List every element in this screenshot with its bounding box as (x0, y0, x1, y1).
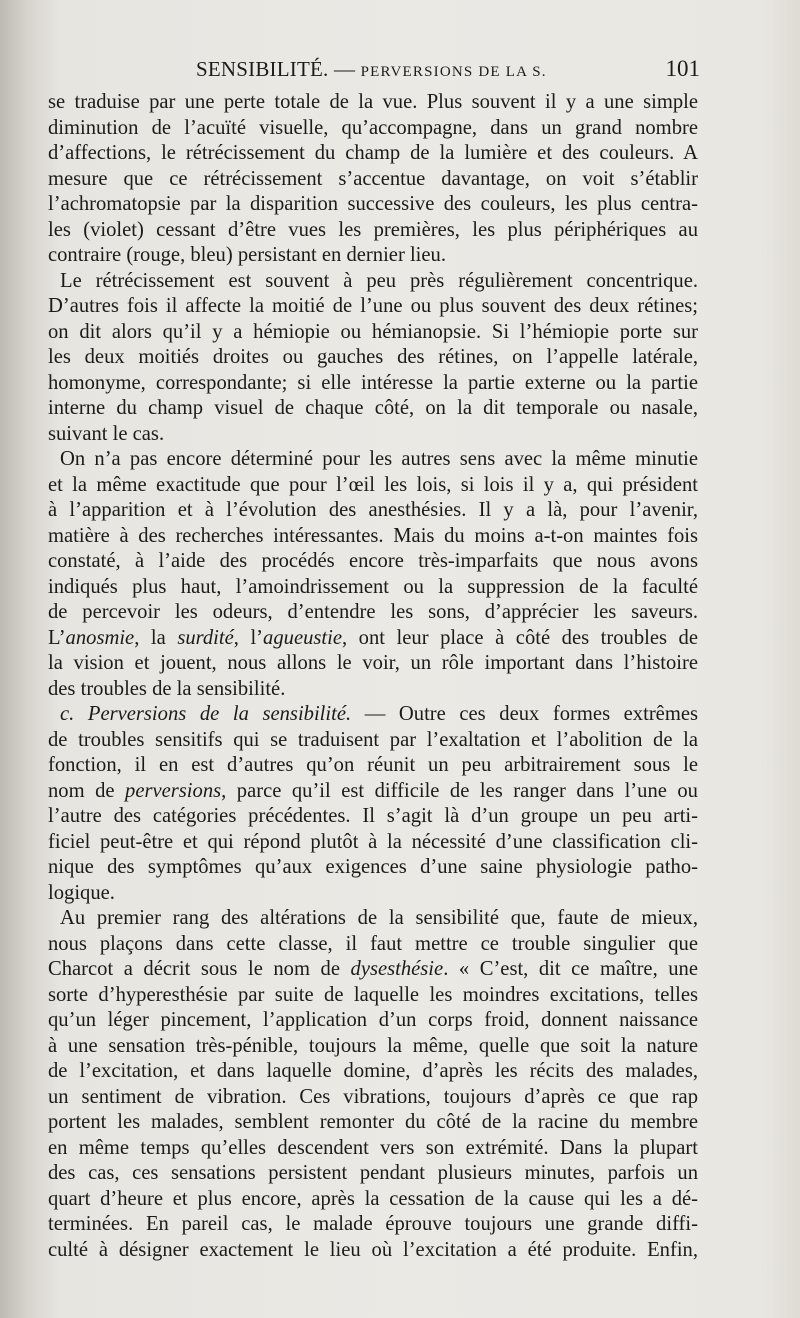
text-line: diminution de l’acuïté visuelle, qu’accompagne, dans un grand nombre (48, 116, 698, 139)
text-line: et la même exactitude que pour l’œil les lois, si lois il y a, qui président (48, 473, 698, 496)
text-line: quart d’heure et plus encore, après la cessation de la cause qui les a dé- (48, 1187, 698, 1210)
text-line: mesure que ce rétrécissement s’accentue davantage, on voit s’établir (48, 167, 698, 190)
text-line (48, 626, 698, 652)
italic-term-surdite: surdité (177, 626, 234, 649)
running-title (196, 57, 547, 82)
text-line: On n’a pas encore déterminé pour les autres sens avec la même minutie (60, 448, 698, 470)
text-line: un sentiment de vibration. Ces vibrations, toujours d’après ce que rap (48, 1085, 698, 1108)
text-run: Charcot a décrit sous le nom de (48, 958, 351, 980)
text-line: nique des symptômes qu’aux exigences d’une saine physiologie patho- (48, 856, 698, 878)
text-run: , ont leur place à côté des troubles de (341, 626, 698, 649)
italic-term-agueustie: agueustie (263, 626, 342, 649)
text-line: logique. (48, 881, 115, 904)
italic-term-dysesthesie: dysesthésie (350, 958, 444, 980)
text-line: les deux moitiés droites ou gauches des rétines, on l’appelle latérale, (48, 346, 698, 368)
text-line: qu’un léger pincement, l’application d’un corps froid, donnent naissance (48, 1009, 698, 1031)
text-line: se traduise par une perte totale de la vue. Plus souvent il y a une simple (48, 91, 698, 113)
text-line: l’autre des catégories précédentes. Il s’agit là d’un groupe un peu arti- (48, 805, 698, 827)
subsection-title: PERVERSIONS DE LA S. (360, 64, 547, 80)
text-line: homonyme, correspondante; si elle intéresse la partie externe ou la partie (48, 371, 698, 394)
text-run: — Outre ces deux formes extrêmes (351, 703, 698, 725)
text-line: contraire (rouge, bleu) persistant en dernier lieu. (48, 244, 446, 266)
text-line: indiqués plus haut, l’amoindrissement ou la suppression de la faculté (48, 575, 698, 598)
body-text (48, 90, 698, 1263)
text-line: ficiel peut-être et qui répond plutôt à la nécessité d’une classification cli- (48, 830, 698, 853)
italic-term-anosmie: anosmie (65, 626, 135, 649)
text-line: Au premier rang des altérations de la sensibilité que, faute de mieux, (60, 907, 698, 929)
page-number: 101 (665, 56, 700, 81)
text-line: interne du champ visuel de chaque côté, on la dit temporale ou nasale, (48, 397, 698, 419)
text-run: . « C’est, dit ce maître, une (443, 958, 698, 980)
header-dash: — (333, 57, 356, 81)
text-line (48, 779, 698, 805)
text-line: suivant le cas. (48, 422, 165, 445)
text-line: on dit alors qu’il y a hémiopie ou hémianopsie. Si l’hémiopie porte sur (48, 320, 698, 343)
text-run: nom de (48, 779, 126, 802)
text-line: portent les malades, semblent remonter du côté de la racine du membre (48, 1111, 698, 1133)
text-line: sorte d’hyperesthésie par suite de laquelle les moindres excitations, telles (48, 983, 698, 1006)
text-line (48, 957, 698, 983)
text-line: de l’excitation, et dans laquelle domine, d’après les récits des malades, (48, 1060, 698, 1082)
text-line: des troubles de la sensibilité. (48, 677, 286, 700)
text-line: d’affections, le rétrécissement du champ de la lumière et des couleurs. A (48, 142, 698, 164)
text-line: culté à désigner exactement le lieu où l’excitation a été produite. Enfin, (48, 1238, 698, 1261)
text-line: les (violet) cessant d’être vues les premières, les plus périphériques au (48, 218, 698, 241)
text-line: des cas, ces sensations persistent pendant plusieurs minutes, parfois un (48, 1162, 698, 1184)
text-line: à l’apparition et à l’évolution des anesthésies. Il y a là, pour l’avenir, (48, 499, 698, 521)
text-line: de percevoir les odeurs, d’entendre les sons, d’apprécier les saveurs. (48, 601, 698, 623)
text-run: , la (134, 626, 178, 649)
section-title: SENSIBILITÉ. (196, 57, 329, 81)
text-line: matière à des recherches intéressantes. Mais du moins a-t-on maintes fois (48, 524, 698, 547)
text-line: terminées. En pareil cas, le malade éprouve toujours une grande diffi- (48, 1213, 698, 1235)
text-line: en même temps qu’elles descendent vers son extrémité. Dans la plupart (48, 1136, 698, 1159)
text-line: l’achromatopsie par la disparition successive des couleurs, les plus centra- (48, 193, 698, 215)
text-line: Le rétrécissement est souvent à peu près régulièrement concentrique. (60, 269, 698, 292)
text-line: nous plaçons dans cette classe, il faut mettre ce trouble singulier que (48, 932, 698, 955)
text-line: à une sensation très-pénible, toujours la même, quelle que soit la nature (48, 1034, 698, 1057)
text-line: constaté, à l’aide des procédés encore très-imparfaits que nous avons (48, 550, 698, 572)
text-run: , l’ (233, 626, 264, 649)
text-line: D’autres fois il affecte la moitié de l’une ou plus souvent des deux rétines; (48, 295, 698, 317)
text-line: la vision et jouent, nous allons le voir, un rôle important dans l’histoire (48, 652, 698, 674)
text-run: L’ (48, 626, 66, 649)
text-line: de troubles sensitifs qui se traduisent par l’exaltation et l’abolition de la (48, 728, 698, 751)
text-run: , parce qu’il est difficile de les ranger dans l’une ou (221, 779, 698, 802)
text-line: fonction, il en est d’autres qu’on réunit un peu arbitrairement sous le (48, 754, 698, 776)
italic-term-perversions: perversions (125, 779, 222, 802)
italic-subheading: c. Perversions de la sensibilité. (60, 703, 352, 725)
running-header (48, 56, 698, 86)
text-line (48, 702, 698, 728)
